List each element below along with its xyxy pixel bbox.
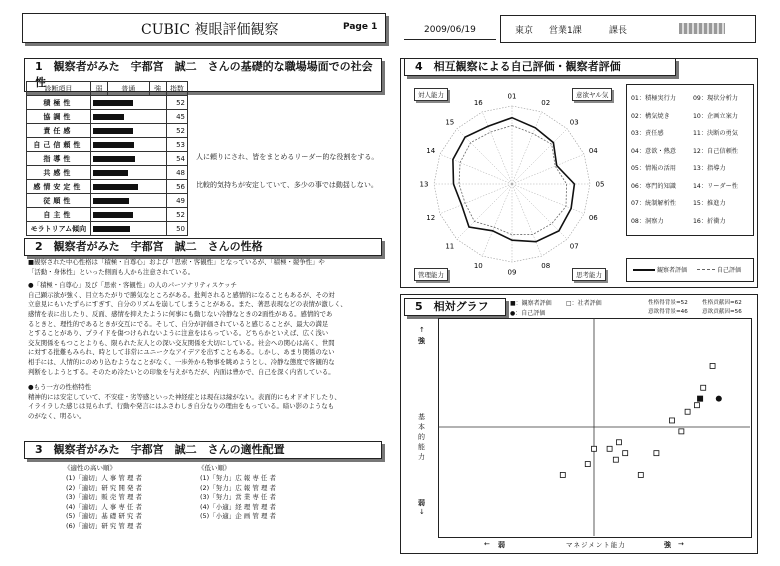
trait-index: 54 bbox=[166, 152, 187, 166]
radar-legend-item: 04：意欲・熱意 bbox=[631, 147, 676, 155]
radar-self-series bbox=[459, 126, 567, 235]
radar-chart bbox=[404, 80, 622, 284]
trait-row bbox=[27, 180, 188, 194]
corner-label-thinking: 思考能力 bbox=[572, 268, 606, 281]
trait-row bbox=[27, 194, 188, 208]
s2-line: 交友関係をもつことよりも、限られた友人との深い交友関係を大切にしている。社会への関心は高く、世間 bbox=[28, 338, 335, 347]
trait-bar-cell bbox=[90, 222, 166, 236]
radar-legend-item: 08：洞察力 bbox=[631, 217, 664, 225]
radar-legend-item: 07：統制解析性 bbox=[631, 200, 676, 207]
radar-axis bbox=[512, 112, 542, 184]
legend-self-label: 自己評価 bbox=[717, 267, 742, 274]
s2-line: 自己顕示欲が強く、目立ちたがりで勝気なところがある。批判されると感情的になることもあるが、その対 bbox=[28, 290, 335, 299]
aptitude-item: (4)「適切」人 事 専 任 者 bbox=[66, 502, 142, 511]
y-arrow-down: ↓ bbox=[419, 508, 425, 516]
trait-bar bbox=[93, 142, 134, 148]
radar-legend-item: 12：自己信頼性 bbox=[693, 147, 738, 155]
legend-self: ●：自己評価 bbox=[510, 310, 546, 317]
radar-axis-label: 05 bbox=[595, 180, 605, 189]
trait-bar bbox=[93, 100, 133, 106]
section1-heading: 1 観察者がみた 宇都宮 誠二 さんの基礎的な職場場面での社会性 bbox=[24, 58, 382, 92]
radar-legend-item: 15：推進力 bbox=[693, 200, 726, 207]
trait-bar bbox=[93, 226, 130, 232]
trait-row bbox=[27, 208, 188, 222]
scatter-point-other bbox=[670, 418, 675, 423]
radar-axis-label: 08 bbox=[541, 261, 551, 270]
section4-heading: 4 相互観察による自己評価・観察者評価 bbox=[404, 58, 676, 76]
scatter-point-other bbox=[560, 472, 565, 477]
trait-bar-cell bbox=[90, 152, 166, 166]
aptitude-item: (3)「適切」販 売 管 理 者 bbox=[66, 493, 142, 501]
header-location: 東京 bbox=[515, 26, 534, 36]
s2-subheading: ●もう一方の性格特性 bbox=[28, 383, 92, 392]
scatter-point-other bbox=[613, 457, 618, 462]
scatter-point-other bbox=[694, 403, 699, 408]
report-date: 2009/06/19 bbox=[424, 25, 476, 35]
aptitude-item: (5)「小適」企 画 管 理 者 bbox=[200, 512, 276, 520]
radar-legend-item: 01：積極実行力 bbox=[631, 95, 676, 102]
trait-row bbox=[27, 138, 188, 152]
stat-3: 意欲得背景=46 bbox=[648, 309, 688, 315]
trait-table-header bbox=[27, 82, 188, 96]
radar-legend-item: 10：企画立案力 bbox=[693, 112, 738, 120]
header-info-box bbox=[500, 15, 756, 43]
trait-bar-cell bbox=[90, 138, 166, 152]
radar-axis-label: 07 bbox=[569, 242, 579, 251]
aptitude-item: (3)「努力」営 業 専 任 者 bbox=[200, 493, 276, 501]
radar-axis bbox=[512, 154, 584, 184]
y-weak-label: 弱 bbox=[418, 499, 425, 507]
x-arrow-right: → bbox=[678, 540, 684, 548]
trait-bar bbox=[93, 184, 138, 190]
section1-comment-2: 比較的気持ちが安定していて、多少の事では動揺しない。 bbox=[196, 181, 378, 189]
radar-axis-label: 01 bbox=[507, 92, 517, 101]
corner-label-motivation: 意欲ヤル気 bbox=[572, 88, 612, 101]
low-aptitude-list bbox=[200, 474, 276, 522]
header-title-box bbox=[22, 13, 386, 43]
radar-legend-item: 09：現状分析力 bbox=[693, 95, 738, 102]
trait-label: 共感性 bbox=[27, 166, 91, 180]
page-number: Page 1 bbox=[343, 22, 378, 32]
trait-label: 指導性 bbox=[27, 152, 91, 166]
stat-4: 意欲貢献因=56 bbox=[702, 309, 742, 315]
observer-line-swatch bbox=[633, 269, 655, 271]
trait-bar-cell bbox=[90, 180, 166, 194]
radar-series-legend bbox=[626, 258, 754, 282]
radar-axis-label: 11 bbox=[445, 242, 455, 251]
radar-legend-item: 13：指導力 bbox=[693, 165, 726, 172]
radar-legend-item: 03：責任感 bbox=[631, 130, 664, 137]
trait-row bbox=[27, 110, 188, 124]
trait-row bbox=[27, 96, 188, 110]
scatter-point-other bbox=[623, 451, 628, 456]
low-aptitude-label: 《低い順》 bbox=[198, 464, 231, 472]
scatter-point-other bbox=[585, 462, 590, 467]
radar-axis bbox=[440, 184, 512, 214]
aptitude-item: (2)「努力」広 報 管 理 者 bbox=[200, 483, 276, 492]
trait-index: 48 bbox=[166, 166, 187, 180]
s2-line: 「活動・身体性」といった側面も人から注意されている。 bbox=[28, 267, 195, 276]
trait-index: 56 bbox=[166, 180, 187, 194]
legend-observer-label: 観察者評価 bbox=[657, 267, 688, 274]
trait-index: 53 bbox=[166, 138, 187, 152]
col-strong: 強 bbox=[149, 82, 166, 96]
trait-label: 自主性 bbox=[27, 208, 91, 222]
s2-line: 立意見にもいたずらにすぎす、自分のリズムを崩してしまうことがある。また、著思表現などの表情が激しく、 bbox=[28, 300, 347, 309]
radar-axis-label: 03 bbox=[569, 118, 579, 127]
scatter-chart bbox=[438, 318, 750, 536]
s2-line: のがなく、明るい。 bbox=[28, 411, 86, 420]
legend-other: □：社者評価 bbox=[566, 300, 602, 307]
trait-bar-cell bbox=[90, 124, 166, 138]
trait-index: 52 bbox=[166, 124, 187, 138]
scatter-point-other bbox=[592, 446, 597, 451]
radar-axis-label: 14 bbox=[426, 146, 436, 155]
radar-legend-item: 05：情報の活用 bbox=[631, 165, 676, 172]
s2-subheading: ●「積極・自尊心」及び「思索・客観性」の人のパーソナリティスケッチ bbox=[28, 281, 237, 290]
radar-axis-label: 16 bbox=[473, 99, 483, 108]
trait-label: 協調性 bbox=[27, 110, 91, 124]
radar-axis-label: 15 bbox=[445, 118, 455, 127]
trait-label: 従順性 bbox=[27, 194, 91, 208]
trait-bar-cell bbox=[90, 166, 166, 180]
radar-observer-series bbox=[453, 118, 575, 242]
trait-label: 自己信頼性 bbox=[27, 138, 91, 152]
trait-index: 45 bbox=[166, 110, 187, 124]
radar-legend-item: 02：構気焼き bbox=[631, 112, 670, 120]
scatter-point-other bbox=[685, 409, 690, 414]
radar-axis-label: 09 bbox=[507, 268, 517, 277]
s2-line: に対する批難もみられ、時として非常にユニークなアイデアを出すこともある。しかし、あまり関係のない bbox=[28, 348, 335, 357]
trait-row bbox=[27, 222, 188, 236]
col-normal: 普通 bbox=[107, 82, 149, 96]
scatter-point-other bbox=[701, 385, 706, 390]
y-arrow-up: ↑ bbox=[419, 326, 425, 334]
aptitude-item: (1)「適切」人 事 管 理 者 bbox=[66, 474, 142, 482]
trait-label: 責任感 bbox=[27, 124, 91, 138]
radar-legend-item: 14：リーダー性 bbox=[693, 182, 738, 190]
s2-line: 精神的には安定していて、不安症・劣等感といった神経症とは現在は縁がない。表面的にもオドオドしたり、 bbox=[28, 392, 341, 401]
trait-label: 感情安定性 bbox=[27, 180, 91, 194]
trait-bar bbox=[93, 170, 128, 176]
trait-index: 52 bbox=[166, 208, 187, 222]
trait-bar-cell bbox=[90, 194, 166, 208]
trait-row bbox=[27, 124, 188, 138]
scatter-point-other bbox=[607, 446, 612, 451]
aptitude-item: (5)「適切」基 礎 研 究 者 bbox=[66, 512, 142, 520]
trait-bar bbox=[93, 212, 133, 218]
section1-comment-1: 人に頼りにされ、皆をまとめるリーダー的な役割をする。 bbox=[196, 153, 379, 161]
scatter-point-other bbox=[679, 429, 684, 434]
s2-line: イライラした感じは見られず、行動や発言にはふさわしき自分なりの理由をもっている。暗い影のようなも bbox=[28, 402, 335, 411]
radar-axis-label: 13 bbox=[419, 180, 429, 189]
page-title: CUBIC 複眼評価観察 bbox=[141, 22, 279, 38]
trait-row bbox=[27, 166, 188, 180]
x-strong-label: 強 bbox=[664, 541, 671, 549]
scatter-point-other bbox=[654, 451, 659, 456]
radar-legend-grid bbox=[631, 90, 751, 230]
x-axis-label: マネジメント能力 bbox=[566, 541, 626, 549]
trait-index: 52 bbox=[166, 96, 187, 110]
radar-legend-item: 11：決断の勇気 bbox=[693, 130, 738, 137]
high-aptitude-list bbox=[66, 474, 142, 531]
radar-axis-label: 02 bbox=[541, 99, 551, 108]
radar-axis-label: 12 bbox=[426, 214, 436, 223]
aptitude-item: (6)「適切」研 究 管 理 者 bbox=[66, 521, 142, 530]
trait-row bbox=[27, 152, 188, 166]
trait-label: 積極性 bbox=[27, 96, 91, 110]
radar-axis bbox=[440, 154, 512, 184]
s2-line: るときと、理性的であるときが交互にでる。そして、自分が評価されていると感じることが、最大の満足 bbox=[28, 319, 329, 328]
col-index: 指数 bbox=[166, 82, 187, 96]
col-weak: 弱 bbox=[90, 82, 107, 96]
corner-label-management: 管理能力 bbox=[414, 268, 448, 281]
s2-line: 感情を表に出したり、反面、感情を抑えたように何事にも動じない冷静なときの2面性がある。感情的であ bbox=[28, 309, 333, 318]
trait-bar-cell bbox=[90, 208, 166, 222]
trait-bar bbox=[93, 114, 124, 120]
scatter-point-other bbox=[638, 472, 643, 477]
aptitude-item: (1)「努力」広 報 専 任 者 bbox=[200, 474, 276, 482]
trait-bar bbox=[93, 198, 129, 204]
s2-line: ■観察された中心性格は「積極・自尊心」および「思索・客観性」となっているが、「積極・競争性」や bbox=[28, 258, 325, 266]
trait-bar bbox=[93, 128, 133, 134]
radar-axis bbox=[512, 184, 542, 256]
x-weak-label: 弱 bbox=[498, 541, 505, 549]
radar-axis-label: 10 bbox=[473, 261, 483, 270]
trait-bar bbox=[93, 156, 135, 162]
radar-legend-item: 16：折衝力 bbox=[693, 217, 726, 225]
trait-label: モラトリアム傾向 bbox=[27, 222, 91, 236]
x-arrow-left: ← bbox=[484, 540, 490, 548]
header-position: 課長 bbox=[609, 26, 628, 36]
scatter-point-other bbox=[616, 440, 621, 445]
trait-table bbox=[26, 81, 188, 236]
radar-legend-box bbox=[626, 84, 754, 236]
section2-body bbox=[28, 258, 388, 422]
s2-line: とすることがあり、プライドを傷つけられないように注意をはらっている。どちらかといえば、広く浅い bbox=[28, 329, 329, 338]
stat-1: 性格得背景=52 bbox=[648, 300, 688, 306]
col-item: 診断項目 bbox=[27, 82, 91, 96]
s2-line: 相手には、人情的にのめり込むようなことがなく、一歩外から物事を眺めようとし、冷静な態度で客観的な bbox=[28, 357, 335, 366]
date-underline bbox=[404, 39, 496, 40]
redacted-name bbox=[679, 23, 725, 34]
high-aptitude-label: 《適性の高い順》 bbox=[64, 464, 116, 472]
s2-line: 判断をしようとする。そのため冷たいとの印象を与えがちだが、内面は豊かで、自己を深く内省している。 bbox=[28, 367, 335, 376]
trait-bar-cell bbox=[90, 96, 166, 110]
legend-observer: ■：観察者評価 bbox=[510, 300, 552, 307]
scatter-point-other bbox=[710, 363, 715, 368]
section3-heading: 3 観察者がみた 宇都宮 誠二 さんの適性配置 bbox=[24, 441, 382, 459]
trait-index: 50 bbox=[166, 222, 187, 236]
section5-heading: 5 相対グラフ bbox=[404, 298, 506, 316]
section2-heading: 2 観察者がみた 宇都宮 誠二 さんの性格 bbox=[24, 238, 382, 256]
y-axis-label: 基本的能力 bbox=[418, 413, 425, 461]
aptitude-item: (4)「小適」経 理 管 理 者 bbox=[200, 502, 276, 511]
header-department: 営業1課 bbox=[549, 26, 582, 36]
y-strong-label: 強 bbox=[418, 337, 425, 345]
radar-axis-label: 06 bbox=[588, 214, 598, 223]
stat-2: 性格貢献因=62 bbox=[702, 300, 742, 306]
scatter-point-observer bbox=[697, 396, 703, 402]
aptitude-item: (2)「適切」研 究 開 発 者 bbox=[66, 483, 142, 492]
radar-axis bbox=[482, 184, 512, 256]
radar-axis-label: 04 bbox=[588, 146, 598, 155]
corner-label-interpersonal: 対人能力 bbox=[414, 88, 448, 101]
radar-legend-item: 06：専門的知識 bbox=[631, 182, 676, 190]
trait-bar-cell bbox=[90, 110, 166, 124]
self-line-swatch bbox=[697, 269, 715, 270]
trait-index: 49 bbox=[166, 194, 187, 208]
scatter-point-self bbox=[716, 396, 722, 402]
